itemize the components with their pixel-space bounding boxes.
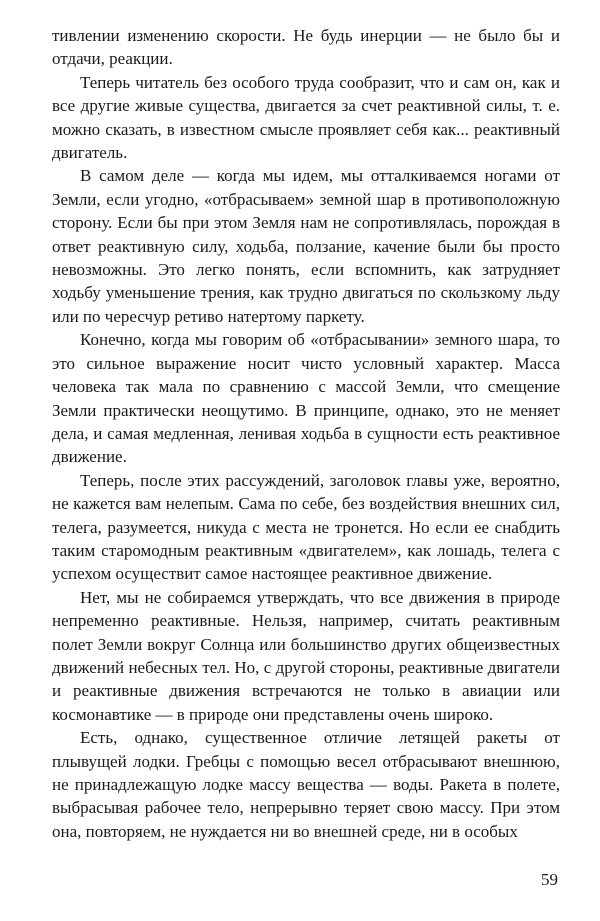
paragraph: Конечно, когда мы говорим об «отбрасывании» земного шара, то это сильное выражение носит чисто условный характер. Масса человека так мала по сравнению с массой Земли, что смещение Земли практически неощутимо. В принципе, однако, это не меняет дела, и самая медленная, ленивая ходьба в сущности есть реактивное движение. (52, 330, 560, 467)
paragraph-continued: тивлении изменению скорости. Не будь инерции — не было бы и отдачи, реакции. (52, 26, 560, 69)
paragraph: Есть, однако, существенное отличие летящей ракеты от плывущей лодки. Гребцы с помощью весел отбрасывают внешнюю, не принадлежащую лодке массу вещества — воды. Ракета в полете, выбрасывая рабочее тело, непрерывно теряет свою массу. При этом она, повторяем, не нуждается ни во внешней среде, ни в особых (52, 728, 560, 841)
paragraph: Теперь, после этих рассуждений, заголовок главы уже, вероятно, не кажется вам нелепым. Сама по себе, без воздействия внешних сил, телега, разумеется, никуда с места не тронется. Но если ее снабдить таким старомодным реактивным «двигателем», как лошадь, телега с успехом осуществит самое настоящее реактивное движение. (52, 470, 560, 584)
paragraph: Нет, мы не собираемся утверждать, что все движения в природе непременно реактивные. Нельзя, например, считать реактивным полет Земли вокруг Солнца или большинство других общеизвестных движений небесных тел. Но, с другой стороны, реактивные двигатели и реактивные движения встречаются не только в авиации или космонавтике — в природе они представлены очень широко. (52, 587, 560, 724)
page-number: 59 (541, 870, 558, 889)
paragraph: В самом деле — когда мы идем, мы отталкиваемся ногами от Земли, если угодно, «отбрасываем» земной шар в противоположную сторону. Если бы при этом Земля нам не сопротивлялась, порождая в ответ реактивную силу, ходьба, ползание, качение были бы просто невозможны. Это легко понять, если вспомнить, как затрудняет ходьбу уменьшение трения, как трудно двигаться по скользкому льду или по чересчур ретиво натертому паркету. (52, 166, 560, 326)
page-body (52, 24, 560, 843)
paragraph: Теперь читатель без особого труда сообразит, что и сам он, как и все другие живые существа, двигается за счет реактивной силы, т. е. можно сказать, в известном смысле проявляет себя как... реактивный двигатель. (52, 72, 560, 163)
